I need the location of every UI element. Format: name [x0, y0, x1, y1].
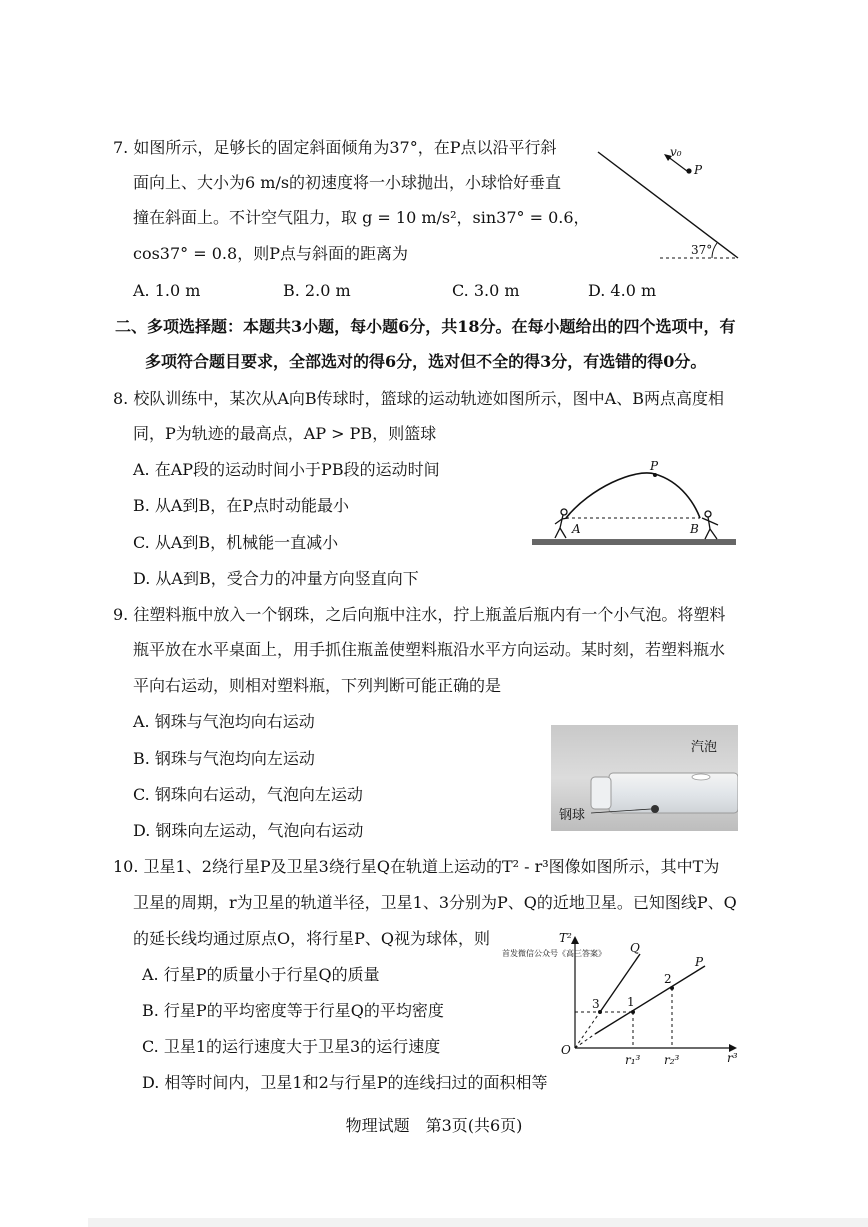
- y-axis-label: T²: [559, 931, 572, 945]
- p-label: P: [650, 460, 659, 473]
- q10-option-a: A. 行星P的质量小于行星Q的质量: [142, 965, 380, 984]
- ground-hatch: [532, 540, 736, 545]
- line-p-label: P: [695, 955, 704, 969]
- q9-option-a: A. 钢珠与气泡均向右运动: [133, 712, 315, 731]
- q7-stem-line-4: cos37° = 0.8，则P点与斜面的距离为: [133, 244, 408, 263]
- q8-stem-line-1: 8. 校队训练中，某次从A向B传球时，篮球的运动轨迹如图所示，图中A、B两点高度相: [113, 389, 724, 408]
- section2-heading-line-1: 二、多项选择题：本题共3小题，每小题6分，共18分。在每小题给出的四个选项中，有: [115, 317, 736, 336]
- line-p: [595, 966, 705, 1034]
- incline-line: [598, 152, 738, 258]
- q8-option-b: B. 从A到B，在P点时动能最小: [133, 496, 350, 515]
- q7-incline-figure: [590, 140, 750, 265]
- q7-option-d: D. 4.0 m: [588, 281, 657, 300]
- tick-r2-label: r₂³: [664, 1053, 680, 1067]
- b-label: B: [690, 522, 699, 536]
- point-p-dot: [686, 168, 691, 173]
- bottle-body: [609, 773, 738, 813]
- trajectory-curve: [566, 473, 700, 518]
- bottle-cap: [591, 777, 611, 809]
- v0-label: v₀: [670, 145, 682, 159]
- q7-stem-line-3: 撞在斜面上。不计空气阻力，取 g = 10 m/s²，sin37° = 0.6，: [133, 208, 590, 227]
- point-2-dot: [670, 986, 674, 990]
- p-label: P: [694, 163, 703, 177]
- q7-stem-line-2: 面向上、大小为6 m/s的初速度将一小球抛出，小球恰好垂直: [133, 173, 562, 192]
- q-line-extension: [575, 1012, 600, 1048]
- y-axis-arrowhead: [571, 936, 579, 944]
- q7-stem-line-1: 7. 如图所示，足够长的固定斜面倾角为37°，在P点以沿平行斜: [113, 138, 557, 157]
- q7-option-c: C. 3.0 m: [452, 281, 520, 300]
- q9-bottle-photo: [551, 725, 738, 831]
- q10-option-b: B. 行星P的平均密度等于行星Q的平均密度: [142, 1001, 444, 1020]
- point-3-label: 3: [592, 997, 600, 1011]
- q7-option-b: B. 2.0 m: [283, 281, 351, 300]
- player-b-icon: [702, 511, 718, 539]
- bubble-label: 汽泡: [691, 740, 718, 755]
- ball-label: 钢球: [559, 808, 586, 823]
- q10-option-c: C. 卫星1的运行速度大于卫星3的运行速度: [142, 1037, 441, 1056]
- q7-option-a: A. 1.0 m: [133, 281, 201, 300]
- page-footer: 物理试题 第3页(共6页): [345, 1116, 523, 1135]
- bottom-scan-band: [88, 1218, 868, 1227]
- q9-stem-line-1: 9. 往塑料瓶中放入一个钢珠，之后向瓶中注水，拧上瓶盖后瓶内有一个小气泡。将塑料: [113, 605, 726, 624]
- q9-option-b: B. 钢珠与气泡均向左运动: [133, 749, 315, 768]
- q9-stem-line-2: 瓶平放在水平桌面上，用手抓住瓶盖使塑料瓶沿水平方向运动。某时刻，若塑料瓶水: [133, 640, 726, 659]
- steel-ball: [651, 805, 659, 813]
- q8-option-d: D. 从A到B，受合力的冲量方向竖直向下: [133, 569, 419, 588]
- angle-label: 37°: [691, 243, 713, 257]
- q9-option-c: C. 钢珠向右运动，气泡向左运动: [133, 785, 363, 804]
- origin-label: O: [561, 1043, 571, 1057]
- line-q-label: Q: [630, 941, 640, 955]
- q9-option-d: D. 钢珠向左运动，气泡向右运动: [133, 821, 364, 840]
- q10-option-d: D. 相等时间内，卫星1和2与行星P的连线扫过的面积相等: [142, 1073, 548, 1092]
- q8-stem-line-2: 同，P为轨迹的最高点，AP > PB，则篮球: [133, 424, 437, 443]
- point-2-label: 2: [664, 972, 672, 986]
- q9-stem-line-3: 平向右运动，则相对塑料瓶，下列判断可能正确的是: [133, 676, 502, 695]
- q8-option-a: A. 在AP段的运动时间小于PB段的运动时间: [133, 460, 440, 479]
- q10-stem-line-2: 卫星的周期，r为卫星的轨道半径，卫星1、3分别为P、Q的近地卫星。已知图线P、Q: [133, 893, 737, 912]
- q8-option-c: C. 从A到B，机械能一直减小: [133, 533, 339, 552]
- x-axis-label: r³: [727, 1051, 738, 1065]
- watermark-text: 首发微信公众号《高三答案》: [502, 949, 606, 958]
- point-1-dot: [631, 1010, 635, 1014]
- q10-stem-line-1: 10. 卫星1、2绕行星P及卫星3绕行星Q在轨道上运动的T² - r³图像如图所示，其中T为: [113, 857, 720, 876]
- p-line-extension: [575, 1034, 595, 1048]
- angle-arc: [712, 243, 717, 258]
- q10-stem-line-3: 的延长线均通过原点O，将行星P、Q视为球体，则: [133, 929, 491, 948]
- tick-r1-label: r₁³: [625, 1053, 641, 1067]
- point-1-label: 1: [627, 995, 635, 1009]
- top-point-dot: [653, 473, 657, 477]
- q10-t2-r3-graph: [555, 928, 745, 1068]
- section2-heading-line-2: 多项符合题目要求，全部选对的得6分，选对但不全的得3分，有选错的得0分。: [145, 352, 707, 371]
- a-label: A: [572, 522, 581, 536]
- player-a-icon: [555, 509, 568, 538]
- q8-basketball-figure: [530, 460, 740, 555]
- air-bubble: [692, 774, 710, 780]
